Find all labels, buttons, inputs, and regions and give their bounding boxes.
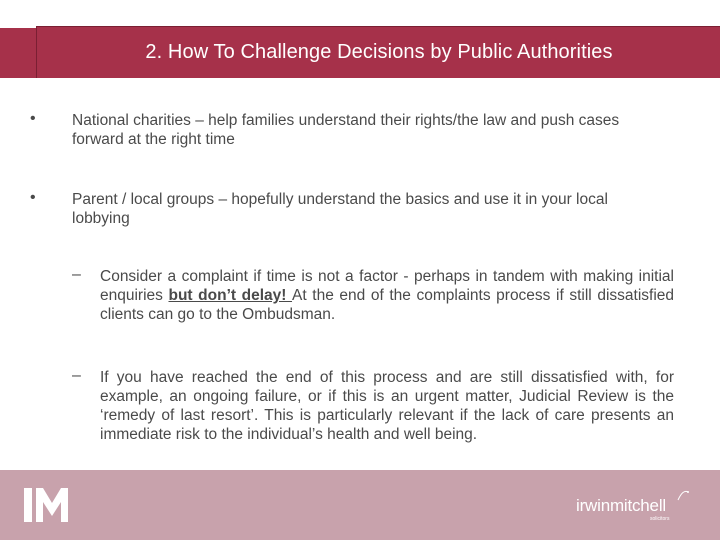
sub-bullet-1-emphasis: but don’t delay!	[168, 287, 293, 304]
bullet-text-2	[72, 190, 678, 228]
bullet-marker-2: •	[30, 189, 36, 206]
sub-bullet-marker-2: –	[72, 367, 81, 384]
sub-bullet-marker-1: –	[72, 266, 81, 283]
sub-bullet-1-part-1: Consider a complaint if time is not a factor - perhaps in tandem with making initial enquiries	[100, 268, 674, 304]
bullet-marker-1: •	[30, 110, 36, 127]
sub-bullet-text-2: If you have reached the end of this process and are still dissatisfied with, for example, an ongoing failure, or if this is an urgent matter, Judicial Review is the ‘remedy of last resort’. This is particularly relevant if the lack of care presents an immediate risk to the individual’s health and well being.	[100, 369, 674, 443]
brand-name: irwinmitchell	[576, 496, 666, 515]
sub-bullet-text-1	[100, 267, 674, 324]
page-title: 2. How To Challenge Decisions by Public Authorities	[145, 41, 613, 63]
bullet-text-1	[72, 111, 678, 149]
bullet-1-line-2: forward at the right time	[72, 131, 235, 148]
bullet-2-line-1: Parent / local groups – hopefully understand the basics and use it in your local	[72, 191, 608, 208]
sub-bullet-1-part-2: At the end of the complaints process if still dissatisfied clients can go to the Ombudsman.	[100, 287, 674, 323]
brand-subtitle: solicitors	[650, 516, 670, 522]
im-logo-icon	[24, 488, 70, 522]
bullet-1-line-1: National charities – help families understand their rights/the law and push cases	[72, 112, 620, 129]
bullet-2-line-2: lobbying	[72, 210, 130, 227]
brand-mark-icon	[676, 488, 690, 502]
